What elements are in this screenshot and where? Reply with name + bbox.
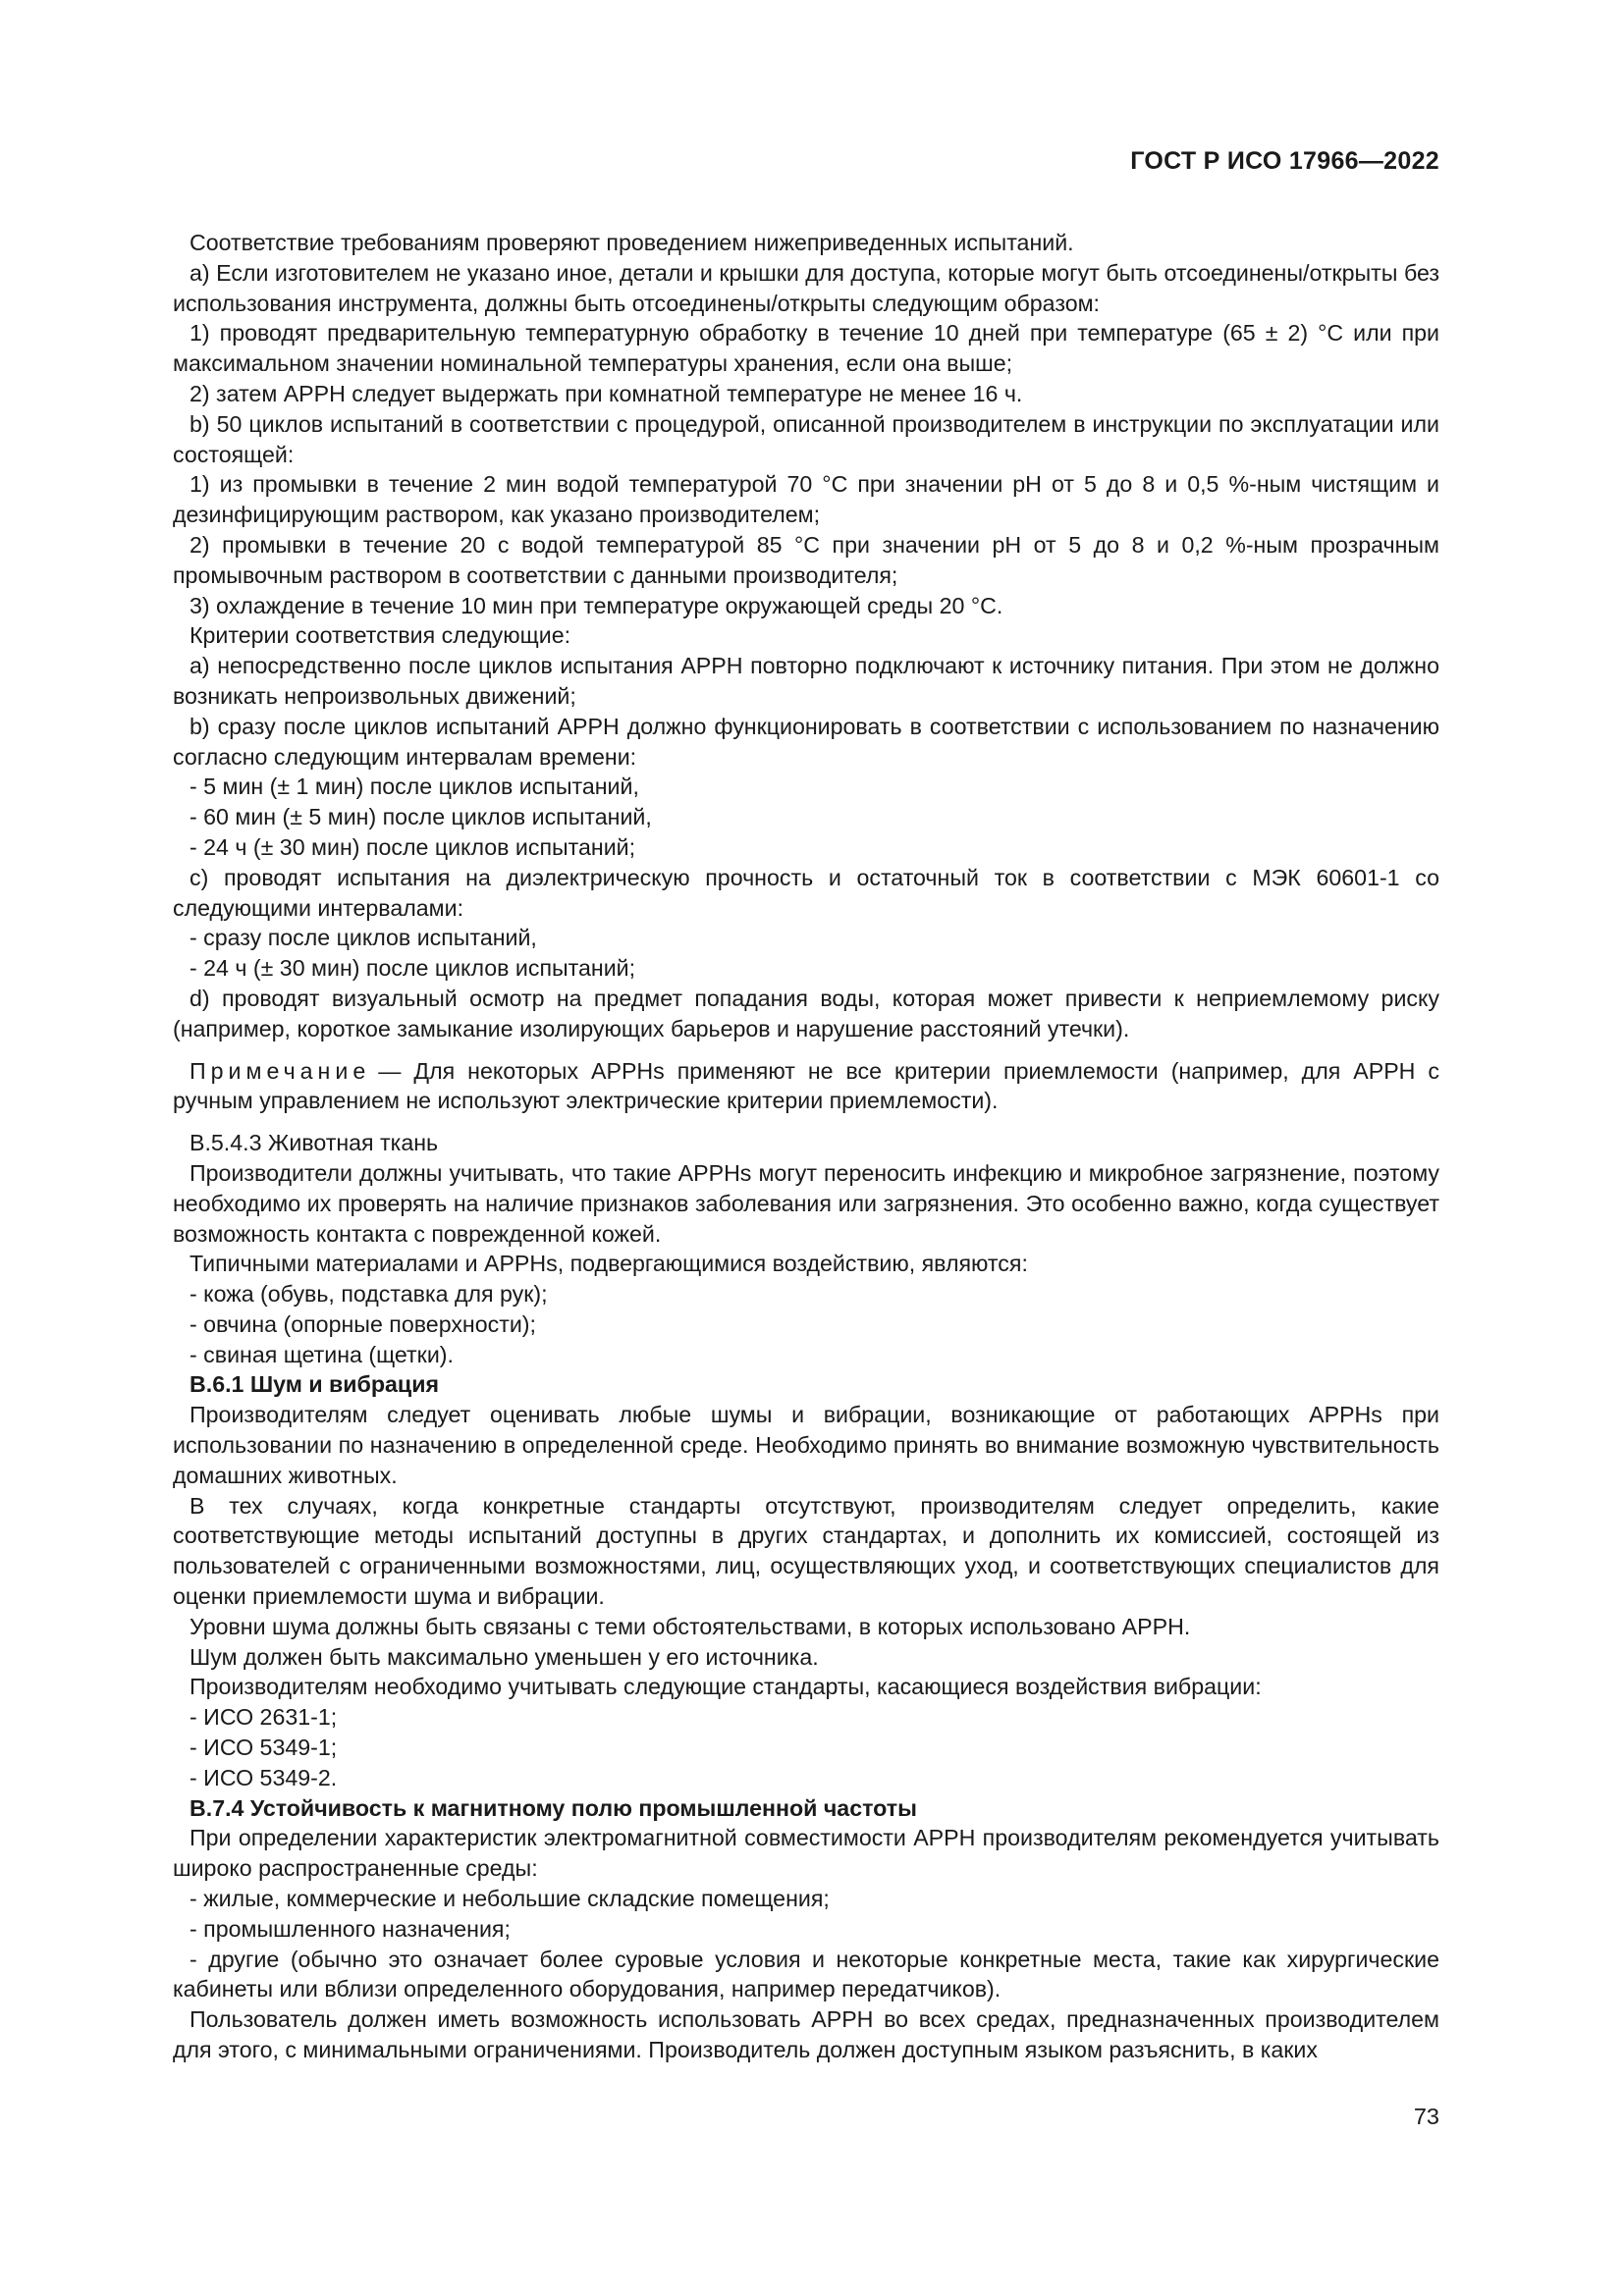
body-text <box>173 228 1439 2065</box>
paragraph: b) 50 циклов испытаний в соответствии с процедурой, описанной производителем в инструкции по эксплуатации или состоящей: <box>173 410 1439 467</box>
paragraph: Уровни шума должны быть связаны с теми обстоятельствами, в которых использовано APPH. <box>189 1613 1191 1639</box>
list-item: 2) затем APPH следует выдержать при комнатной температуре не менее 16 ч. <box>189 380 1023 406</box>
list-item: - другие (обычно это означает более суровые условия и некоторые конкретные места, такие как хирургические кабинеты или вблизи определенного оборудования, например передатчиков). <box>173 1946 1439 2002</box>
list-item: - промышленного назначения; <box>189 1915 511 1942</box>
paragraph: Производители должны учитывать, что такие APPHs могут переносить инфекцию и микробное загрязнение, поэтому необходимо их проверять на наличие признаков заболевания или загрязнения. Это особенно важно, когда существует возможность контакта с поврежденной кожей. <box>173 1159 1439 1247</box>
list-item: b) сразу после циклов испытаний APPH должно функционировать в соответствии с использованием по назначению согласно следующим интервалам времени: <box>173 713 1439 770</box>
list-item: - свиная щетина (щетки). <box>189 1341 454 1367</box>
paragraph: Шум должен быть максимально уменьшен у его источника. <box>189 1643 819 1670</box>
list-item: 2) промывки в течение 20 с водой температурой 85 °С при значении рН от 5 до 8 и 0,2 %-ным прозрачным промывочным раствором в соответствии с данными производителя; <box>173 531 1439 588</box>
section-heading-b543: В.5.4.3 Животная ткань <box>189 1130 439 1156</box>
section-heading-b74: В.7.4 Устойчивость к магнитному полю промышленной частоты <box>189 1794 917 1821</box>
list-item: - овчина (опорные поверхности); <box>189 1310 536 1337</box>
list-item: 1) из промывки в течение 2 мин водой температурой 70 °С при значении рН от 5 до 8 и 0,5 %-ным чистящим и дезинфицирующим раствором, как указано производителем; <box>173 471 1439 528</box>
list-item: - 60 мин (± 5 мин) после циклов испытаний, <box>189 804 652 830</box>
list-item: - 5 мин (± 1 мин) после циклов испытаний, <box>189 774 639 800</box>
list-item: с) проводят испытания на диэлектрическую прочность и остаточный ток в соответствии с МЭК 60601-1 со следующими интервалами: <box>173 864 1439 921</box>
paragraph: Соответствие требованиям проверяют проведением нижеприведенных испытаний. <box>189 230 1074 255</box>
list-item: d) проводят визуальный осмотр на предмет попадания воды, которая может привести к неприемлемому риску (например, короткое замыкание изолирующих барьеров и нарушение расстояний утечки). <box>173 985 1439 1041</box>
list-item: - ИСО 2631-1; <box>189 1704 338 1731</box>
list-item: - сразу после циклов испытаний, <box>189 925 537 951</box>
list-item: а) непосредственно после циклов испытания APPH повторно подключают к источнику питания. При этом не должно возникать непроизвольных движений; <box>173 653 1439 709</box>
note-text: — Для некоторых APPHs применяют не все критерии приемлемости (например, для APPH с ручным управлением не используют электрические критерии приемлемости). <box>173 1057 1439 1114</box>
paragraph: Производителям необходимо учитывать следующие стандарты, касающиеся воздействия вибрации: <box>189 1674 1262 1700</box>
list-item: 1) проводят предварительную температурную обработку в течение 10 дней при температуре (65 ± 2) °С или при максимальном значении номинальной температуры хранения, если она выше; <box>173 320 1439 377</box>
list-item: 3) охлаждение в течение 10 мин при температуре окружающей среды 20 °С. <box>189 592 1003 618</box>
list-item: - жилые, коммерческие и небольшие складские помещения; <box>189 1886 830 1912</box>
paragraph: Пользователь должен иметь возможность использовать APPH во всех средах, предназначенных производителем для этого, с минимальными ограничениями. Производитель должен доступным языком разъяснить, в каких <box>173 2006 1439 2063</box>
note <box>173 1056 1439 1117</box>
list-item: - ИСО 5349-1; <box>189 1735 338 1761</box>
list-item: - 24 ч (± 30 мин) после циклов испытаний; <box>189 833 636 860</box>
paragraph: В тех случаях, когда конкретные стандарты отсутствуют, производителям следует определить, какие соответствующие методы испытаний доступны в других стандартах, и дополнить их комиссией, состоящей из пользователей с ограниченными возможностями, лиц, осуществляющих уход, и соответствующих специалистов для оценки приемлемости шума и вибрации. <box>173 1492 1439 1610</box>
list-item: - 24 ч (± 30 мин) после циклов испытаний; <box>189 955 636 982</box>
list-item: - ИСО 5349-2. <box>189 1764 338 1790</box>
section-heading-b61: В.6.1 Шум и вибрация <box>189 1371 439 1398</box>
note-label: Примечание <box>189 1057 371 1084</box>
list-item: - кожа (обувь, подставка для рук); <box>189 1281 548 1308</box>
page-number: 73 <box>1413 2104 1439 2129</box>
paragraph: а) Если изготовителем не указано иное, детали и крышки для доступа, которые могут быть отсоединены/открыты без использования инструмента, должны быть отсоединены/открыты следующим образом: <box>173 259 1439 316</box>
page-header-doc-id: ГОСТ Р ИСО 17966—2022 <box>1130 147 1439 175</box>
paragraph: Критерии соответствия следующие: <box>189 622 571 649</box>
paragraph: При определении характеристик электромагнитной совместимости APPH производителям рекомендуется учитывать широко распространенные среды: <box>173 1825 1439 1882</box>
paragraph: Производителям следует оценивать любые шумы и вибрации, возникающие от работающих APPHs при использовании по назначению в определенной среде. Необходимо принять во внимание возможную чувствительность домашних животных. <box>173 1402 1439 1488</box>
paragraph: Типичными материалами и APPHs, подвергающимися воздействию, являются: <box>189 1251 1028 1277</box>
